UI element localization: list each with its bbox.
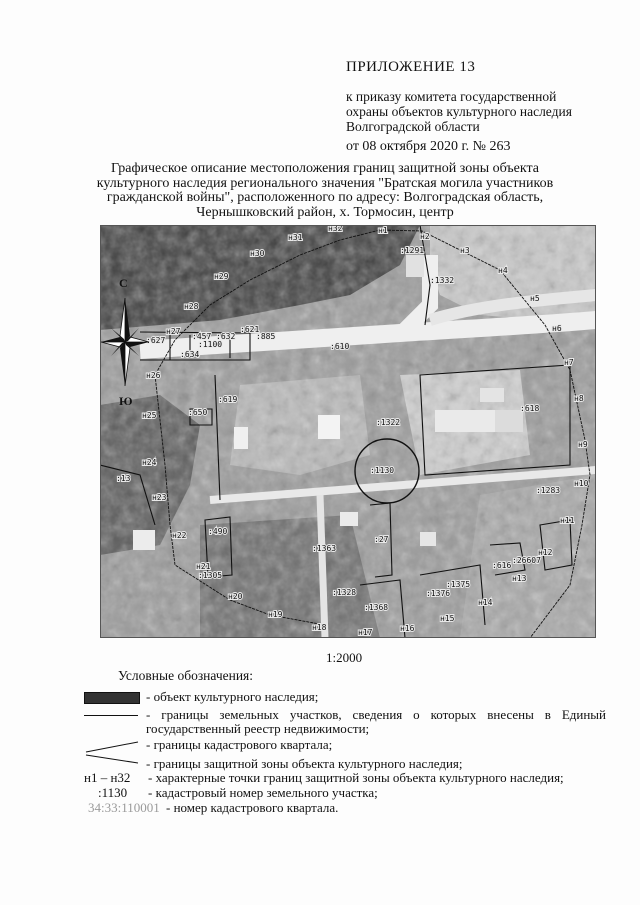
parcel-885: :885 xyxy=(256,332,276,341)
parcel-26607: :26607 xyxy=(512,556,541,565)
map-scale: 1:2000 xyxy=(326,650,363,665)
point-n7: н7 xyxy=(564,358,574,367)
point-n12: н12 xyxy=(538,548,553,557)
point-n5: н5 xyxy=(530,294,540,303)
legend-text-cadnum: - кадастровый номер земельного участка; xyxy=(148,785,378,800)
point-n32: н32 xyxy=(328,225,343,233)
point-n3: н3 xyxy=(460,246,470,255)
building xyxy=(435,410,495,432)
point-n13: н13 xyxy=(512,574,527,583)
parcel-650: :650 xyxy=(188,408,208,417)
legend-text-quarternum: - номер кадастрового квартала. xyxy=(166,800,339,815)
zone-line-icon xyxy=(84,751,140,767)
compass-rose xyxy=(100,276,150,412)
point-n8: н8 xyxy=(574,394,584,403)
parcel-490: :490 xyxy=(208,527,228,536)
parcel-1291: :1291 xyxy=(400,246,425,255)
parcel-616: :616 xyxy=(492,561,512,570)
compass-star-icon xyxy=(100,276,150,412)
building xyxy=(340,512,358,526)
parcel-1375: :1375 xyxy=(446,580,471,589)
parcel-1322: :1322 xyxy=(376,418,401,427)
object-symbol-icon xyxy=(84,692,140,704)
parcel-1332: :1332 xyxy=(430,276,455,285)
parcel-13: :13 xyxy=(116,474,131,483)
point-n19: н19 xyxy=(268,610,283,619)
title-line-4: Чернышковский район, х. Тормосин, центр xyxy=(196,204,454,220)
parcel-1328: :1328 xyxy=(332,588,357,597)
order-line-1: к приказу комитета государственной xyxy=(346,89,557,104)
order-line-2: охраны объектов культурного наследия xyxy=(346,104,572,119)
point-n21: н21 xyxy=(196,562,211,571)
parcel-1130: :1130 xyxy=(370,466,395,475)
point-n25: н25 xyxy=(142,411,157,420)
point-n24: н24 xyxy=(142,458,157,467)
parcel-27: :27 xyxy=(374,535,389,544)
point-n15: н15 xyxy=(440,614,455,623)
point-n16: н16 xyxy=(400,624,415,633)
order-date: от 08 октября 2020 г. № 263 xyxy=(346,139,511,154)
parcel-1368: :1368 xyxy=(364,603,389,612)
title-line-1: Графическое описание местоположения границ защитной зоны объекта xyxy=(111,161,539,176)
legend-text-quarter: - границы кадастрового квартала; xyxy=(146,737,333,752)
parcel-634: :634 xyxy=(180,350,200,359)
parcel-632: :632 xyxy=(216,332,236,341)
title-line-2: культурного наследия регионального значения "Братская могила участников xyxy=(96,175,554,191)
legend-text-object: - объект культурного наследия; xyxy=(146,689,319,704)
aerial-map xyxy=(100,225,596,638)
point-n14: н14 xyxy=(478,598,493,607)
point-n2: н2 xyxy=(420,232,430,241)
map-canvas xyxy=(100,225,596,638)
document-title xyxy=(70,162,580,220)
point-n23: н23 xyxy=(152,493,167,502)
legend-text-points: - характерные точки границ защитной зоны объекта культурного наследия; xyxy=(148,770,564,785)
legend-symbol-cadnum: :1130 xyxy=(98,785,128,800)
building xyxy=(234,427,248,449)
building xyxy=(318,415,340,439)
building xyxy=(133,530,155,550)
legend-title: Условные обозначения: xyxy=(118,668,254,683)
parcel-619: :619 xyxy=(218,395,238,404)
point-n27: н27 xyxy=(166,327,181,336)
building xyxy=(420,532,436,546)
building xyxy=(495,410,523,432)
parcel-1100: :1100 xyxy=(198,340,223,349)
parcel-1363: :1363 xyxy=(312,544,337,553)
parcel-621: :621 xyxy=(240,325,260,334)
point-n11: н11 xyxy=(560,516,575,525)
point-n1: н1 xyxy=(378,226,388,235)
parcel-627: :627 xyxy=(146,336,166,345)
point-n22: н22 xyxy=(172,531,187,540)
lane xyxy=(320,495,325,638)
order-reference xyxy=(346,89,604,134)
legend-symbol-quarternum: 34:33:110001 xyxy=(88,800,160,815)
point-n10: н10 xyxy=(574,479,589,488)
point-n18: н18 xyxy=(312,623,327,632)
parcel-1305: :1305 xyxy=(198,571,223,580)
point-n30: н30 xyxy=(250,249,265,258)
building xyxy=(406,255,424,277)
point-n31: н31 xyxy=(288,233,303,242)
point-n17: н17 xyxy=(358,628,373,637)
order-line-3: Волгоградской области xyxy=(346,119,480,134)
legend-text-parcels: - границы земельных участков, сведения о которых внесены в Единый государственный реестр недвижимости; xyxy=(146,707,606,736)
building xyxy=(480,388,504,402)
point-n26: н26 xyxy=(146,371,161,380)
legend-text-zone: - границы защитной зоны объекта культурного наследия; xyxy=(146,756,463,771)
parcel-1376: :1376 xyxy=(426,589,451,598)
legend-symbol-points: н1 – н32 xyxy=(84,770,131,785)
point-n6: н6 xyxy=(552,324,562,333)
appendix-title: ПРИЛОЖЕНИЕ 13 xyxy=(346,59,476,75)
parcel-line-icon xyxy=(84,715,138,716)
point-n29: н29 xyxy=(214,272,229,281)
point-n28: н28 xyxy=(184,302,199,311)
title-line-3: гражданской войны", расположенного по адресу: Волгоградская область, xyxy=(106,190,544,205)
point-n9: н9 xyxy=(578,440,588,449)
point-n4: н4 xyxy=(498,266,508,275)
compass-north-label: С xyxy=(119,276,128,290)
parcel-618: :618 xyxy=(520,404,540,413)
parcel-457: :457 xyxy=(192,332,212,341)
parcel-1283: :1283 xyxy=(536,486,561,495)
point-n20: н20 xyxy=(228,592,243,601)
parcel-610: :610 xyxy=(330,342,350,351)
compass-south-label: Ю xyxy=(119,394,133,408)
